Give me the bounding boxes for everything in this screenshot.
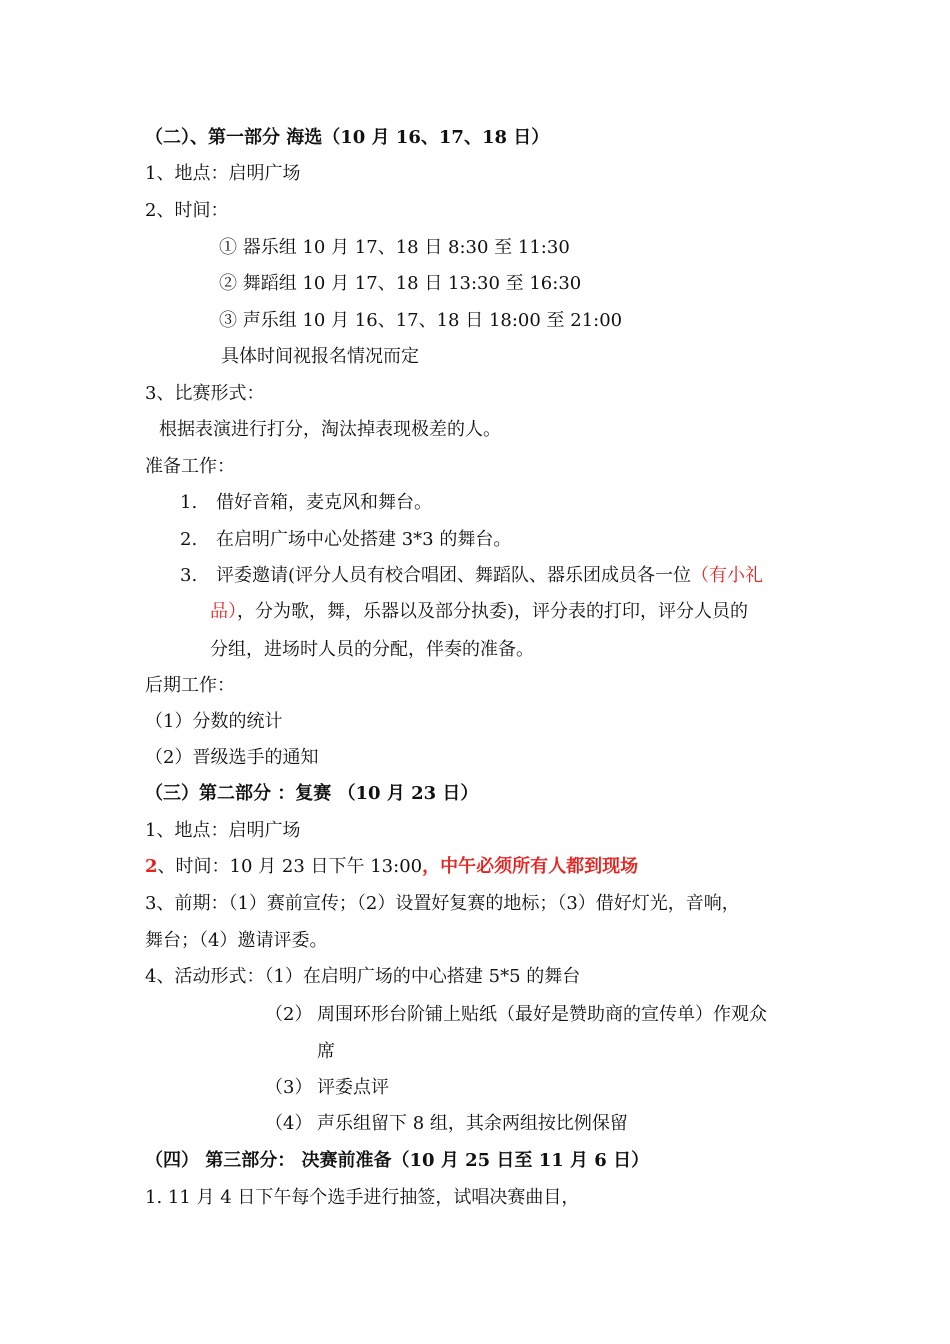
part2-format-text: 根据表演进行打分，淘汰掉表现极差的人。 [159,419,501,440]
prep-item-3-text-a: 评委邀请(评分人员有校合唱团、舞蹈队、器乐团成员各一位 [216,565,692,586]
part3-time-text: 、时间：10 月 23 日下午 13:00 [157,856,423,877]
post-item-2: （2）晋级选手的通知 [145,747,319,768]
section-heading-part3: （三）第二部分 ：复赛 （10 月 23 日） [145,783,479,804]
part3-activity-label: 4、活动形式：（1）在启明广场的中心搭建 5*5 的舞台 [145,966,581,987]
prep-item-3-gift-note: （有小礼 [691,565,764,586]
schedule-item-dance: ② 舞蹈组 10 月 17、18 日 13:30 至 16:30 [219,273,582,294]
part3-pre-line1: 3、前期：（1）赛前宣传；（2）设置好复赛的地标；（3）借好灯光，音响， [145,893,740,914]
prep-item-3-line3: 分组，进场时人员的分配，伴奏的准备。 [210,639,534,660]
prep-item-2-num: 2. [180,529,198,550]
schedule-item-instrumental: ① 器乐组 10 月 17、18 日 8:30 至 11:30 [219,237,570,258]
part2-location: 1、地点：启明广场 [145,163,301,184]
post-item-1: （1）分数的统计 [145,711,283,732]
prep-item-2-text: 在启明广场中心处搭建 3*3 的舞台。 [216,529,512,550]
activity-item-2-num: （2） [265,1004,313,1025]
prep-item-1-num: 1. [180,492,198,513]
activity-item-2-line1: 周围环形台阶铺上贴纸（最好是赞助商的宣传单）作观众 [317,1004,767,1025]
activity-item-2-line2: 席 [317,1041,335,1062]
schedule-item-vocal: ③ 声乐组 10 月 16、17、18 日 18:00 至 21:00 [219,310,623,331]
section-heading-part2: （二）、第一部分 海选（10 月 16、17、18 日） [145,127,550,148]
part3-time-warning: ，中午必须所有人都到现场 [422,856,639,877]
prep-item-1 [180,491,432,515]
prep-item-2 [180,528,511,552]
part3-pre-line2: 舞台；（4）邀请评委。 [145,930,328,951]
prep-item-3-line1 [180,564,763,588]
activity-item-4-num: （4） [265,1113,313,1134]
activity-item-4-text: 声乐组留下 8 组，其余两组按比例保留 [317,1113,628,1134]
prep-item-3-num: 3. [180,565,198,586]
prep-label: 准备工作： [145,456,235,477]
prep-item-1-text: 借好音箱，麦克风和舞台。 [216,492,432,513]
part2-time-label: 2、时间： [145,200,229,221]
part3-time [145,855,638,879]
part2-format-label: 3、比赛形式： [145,383,265,404]
post-label: 后期工作： [145,675,235,696]
activity-item-3-num: （3） [265,1077,313,1098]
activity-item-3-text: 评委点评 [317,1077,389,1098]
prep-item-3-gift-note-end: 品） [210,601,237,622]
part3-location: 1、地点：启明广场 [145,820,301,841]
prep-item-3-text-b: ，分为歌，舞，乐器以及部分执委)，评分表的打印，评分人员的 [237,601,749,622]
part3-time-number: 2 [145,856,158,877]
prep-item-3-line2 [210,600,748,624]
part4-item-1: 1. 11 月 4 日下午每个选手进行抽签，试唱决赛曲目， [145,1187,580,1208]
schedule-note: 具体时间视报名情况而定 [221,346,419,367]
section-heading-part4: （四） 第三部分： 决赛前准备（10 月 25 日至 11 月 6 日） [145,1150,650,1171]
